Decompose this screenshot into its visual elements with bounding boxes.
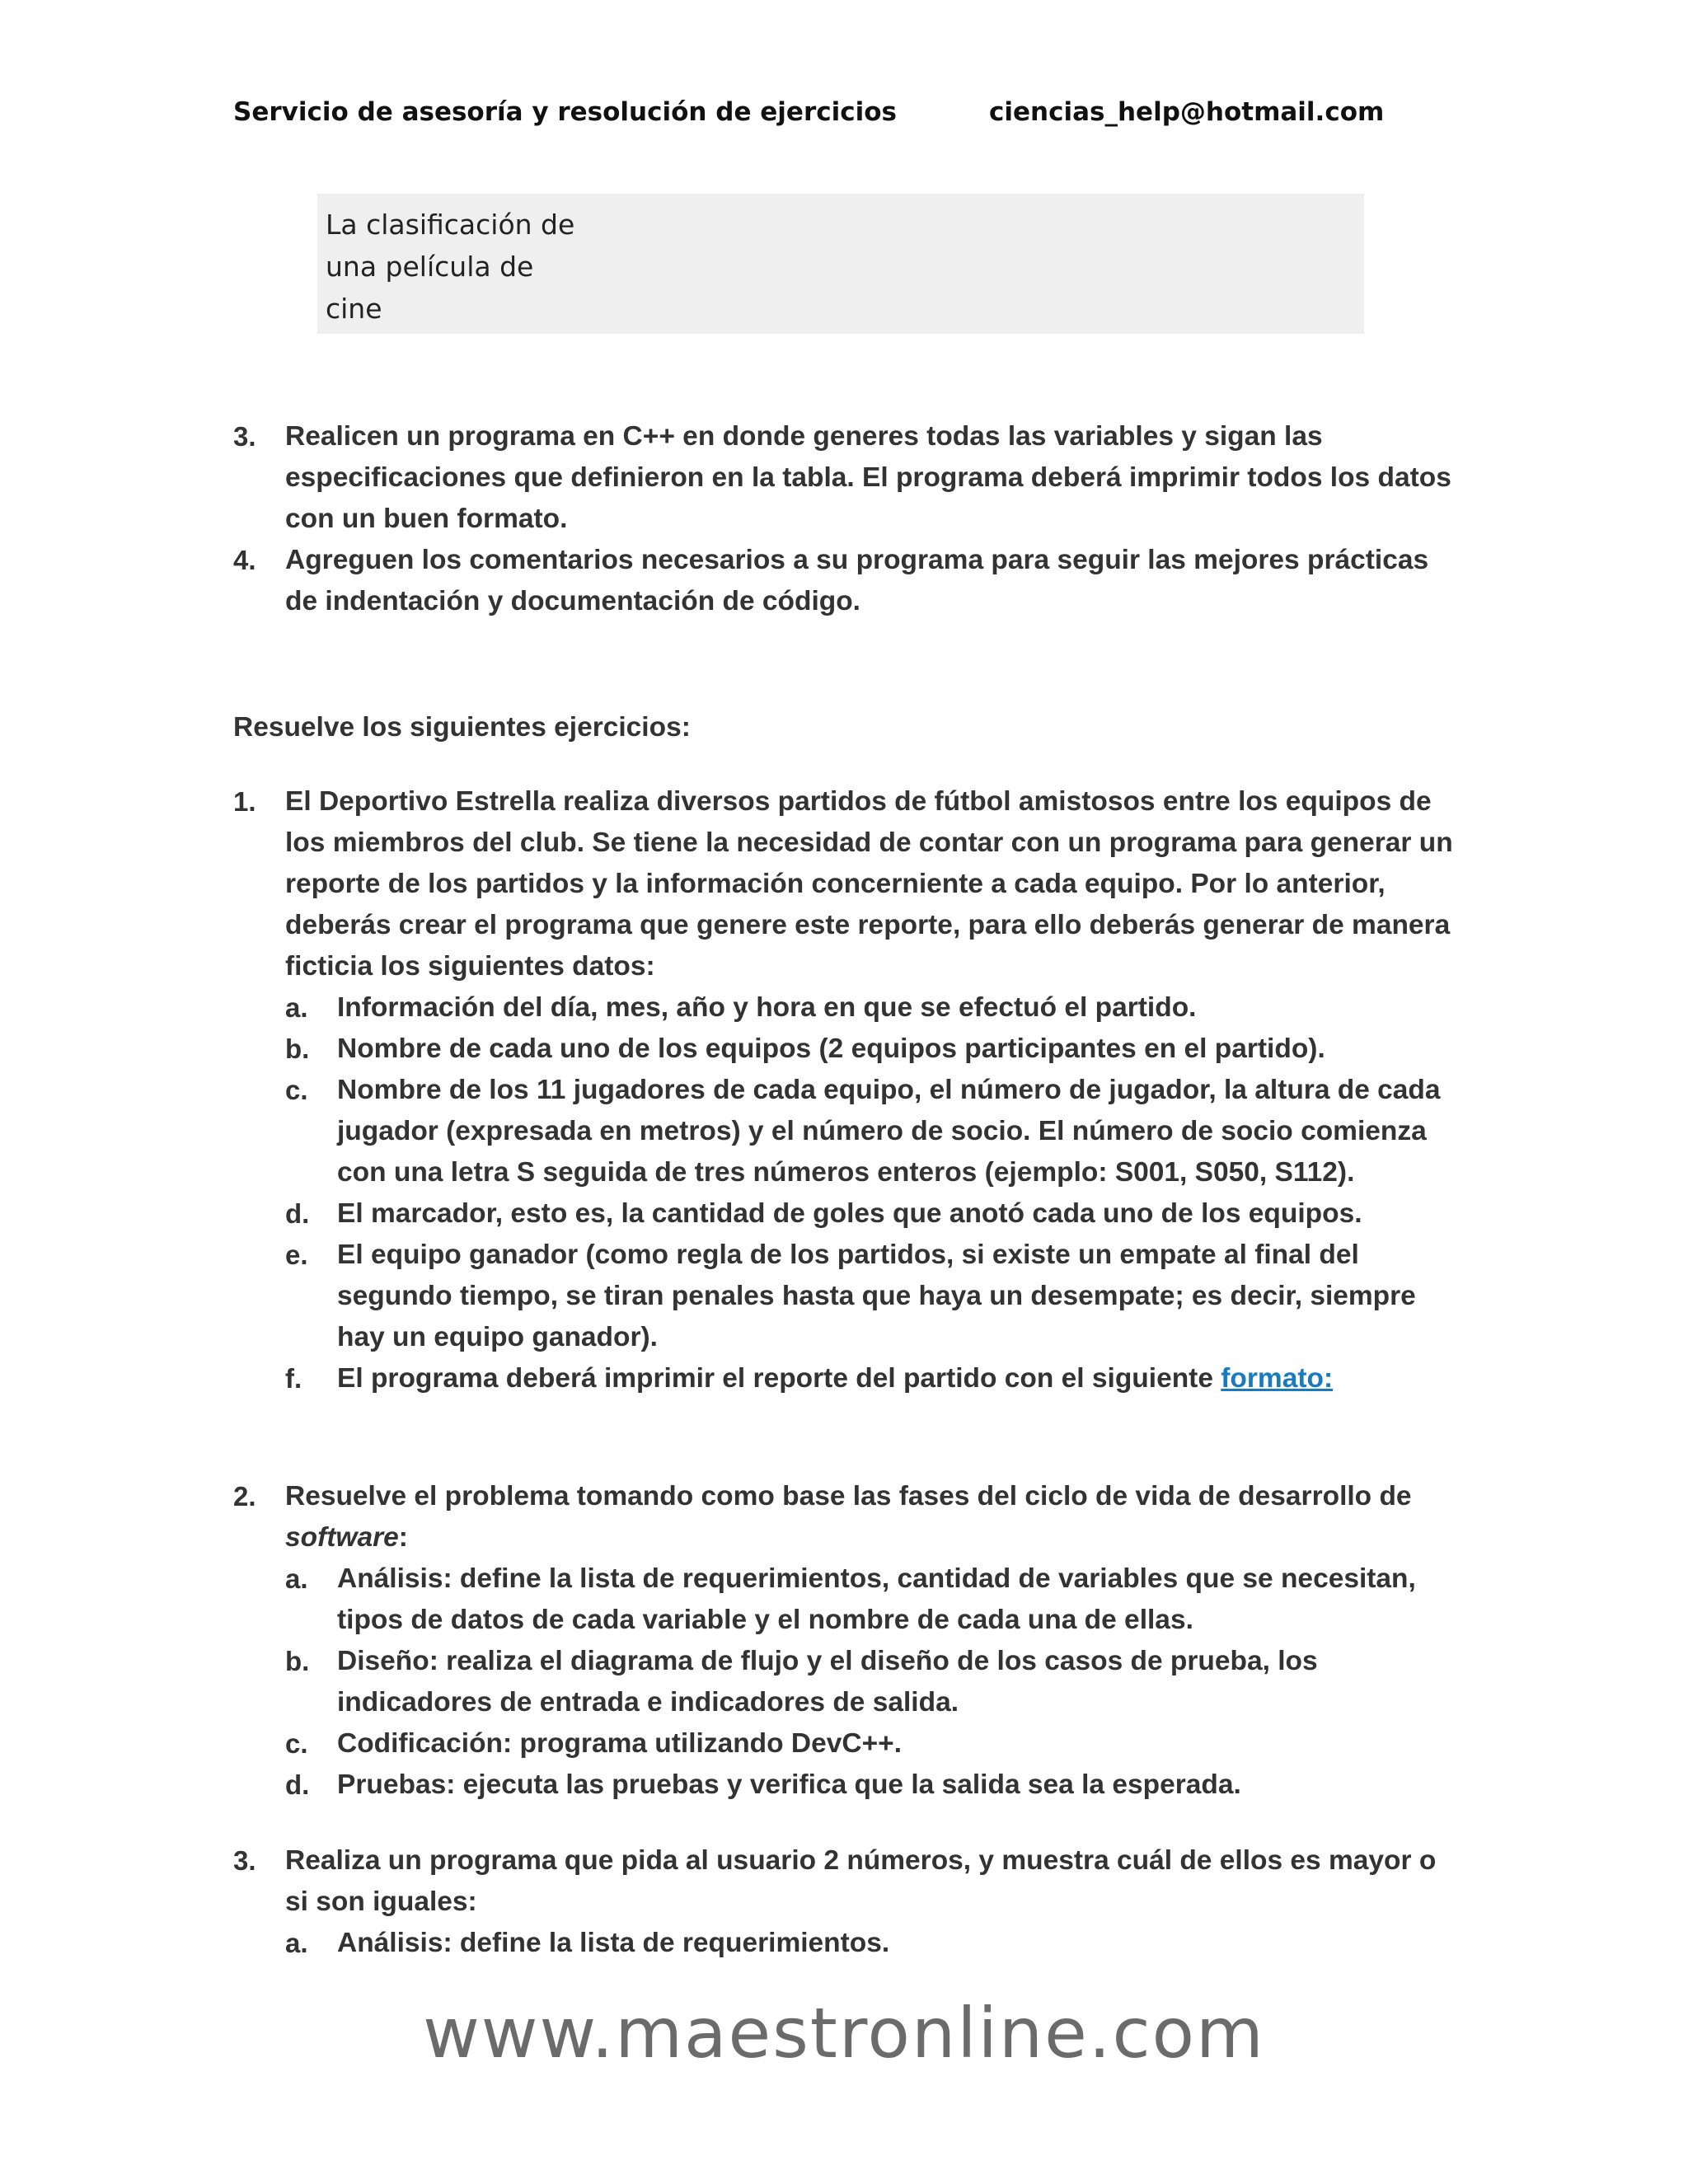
- footer-website: www.maestronline.com: [423, 1993, 1265, 2074]
- sub-item-text: Pruebas: ejecuta las pruebas y verifica que la salida sea la esperada.: [337, 1769, 1241, 1800]
- header-service-title: Servicio de asesoría y resolución de ejercicios: [233, 97, 897, 127]
- sub-item: [285, 1923, 1453, 1964]
- format-link[interactable]: formato:: [1221, 1363, 1334, 1394]
- table-cell-line: La clasificación de: [326, 209, 575, 241]
- exercise-number: 1.: [233, 786, 256, 817]
- table-cell-line: cine: [326, 293, 382, 325]
- exercise-2: [233, 1476, 1453, 1806]
- sub-item-letter: a.: [285, 1563, 308, 1594]
- list-item: [233, 540, 1453, 622]
- sub-item-letter: c.: [285, 1075, 308, 1105]
- sub-item-letter: b.: [285, 1646, 310, 1676]
- item-number: 4.: [233, 545, 256, 575]
- sub-item-text: [337, 1358, 1453, 1399]
- sub-item-text: Análisis: define la lista de requerimientos, cantidad de variables que se necesitan, tipos de datos de cada variable y el nombre de cada una de ellas.: [337, 1563, 1416, 1635]
- exercise-text-start: Resuelve el problema tomando como base las fases del ciclo de vida de desarrollo de: [285, 1481, 1412, 1511]
- sub-item-letter: a.: [285, 1928, 308, 1958]
- sub-item-text: Diseño: realiza el diagrama de flujo y el diseño de los casos de prueba, los indicadores de entrada e indicadores de salida.: [337, 1646, 1318, 1718]
- exercise-text: El Deportivo Estrella realiza diversos partidos de fútbol amistosos entre los equipos de los miembros del club. Se tiene la necesidad de contar con un programa para generar un reporte de los partidos y la información concerniente a cada equipo. Por lo anterior, deberás crear el programa que genere este reporte, para ello deberás generar de manera ficticia los siguientes datos:: [285, 786, 1453, 982]
- table-cell: [326, 204, 589, 330]
- exercise-text: [285, 1476, 1453, 1558]
- item-text: Realicen un programa en C++ en donde generes todas las variables y sigan las especificaciones que definieron en la tabla. El programa deberá imprimir todos los datos con un buen formato.: [285, 421, 1451, 534]
- table-cell-line: una película de: [326, 251, 534, 283]
- sub-item: [285, 987, 1453, 1029]
- sub-item: [285, 1358, 1453, 1399]
- item-text: Agreguen los comentarios necesarios a su programa para seguir las mejores prácticas de indentación y documentación de código.: [285, 545, 1429, 616]
- sub-item: [285, 1070, 1453, 1193]
- sub-item-letter: d.: [285, 1769, 310, 1800]
- item-number: 3.: [233, 421, 256, 452]
- sub-item-letter: a.: [285, 992, 308, 1023]
- exercise-text-italic: software: [285, 1522, 399, 1553]
- exercise-text-end: :: [398, 1522, 408, 1553]
- exercise-text: Realiza un programa que pida al usuario 2 números, y muestra cuál de ellos es mayor o si son iguales:: [285, 1845, 1437, 1917]
- exercise-number: 3.: [233, 1845, 256, 1876]
- sub-item-text: Nombre de cada uno de los equipos (2 equipos participantes en el partido).: [337, 1033, 1325, 1064]
- exercise-item: [233, 1840, 1453, 1923]
- sub-item-text: El marcador, esto es, la cantidad de goles que anotó cada uno de los equipos.: [337, 1198, 1362, 1229]
- sub-item-text: Nombre de los 11 jugadores de cada equipo, el número de jugador, la altura de cada jugador (expresada en metros) y el número de socio. El número de socio comienza con una letra S seguida de tres números enteros (ejemplo: S001, S050, S112).: [337, 1075, 1441, 1188]
- sub-item: [285, 1641, 1453, 1723]
- sub-item-letter: f.: [285, 1363, 302, 1394]
- sub-item: [285, 1765, 1453, 1806]
- sub-item: [285, 1193, 1453, 1235]
- table-fragment: [317, 194, 1364, 334]
- exercise-1: [233, 781, 1453, 1399]
- exercise-number: 2.: [233, 1481, 256, 1511]
- sub-item: [285, 1029, 1453, 1070]
- list-item: [233, 416, 1453, 540]
- header-email: ciencias_help@hotmail.com: [989, 97, 1385, 127]
- exercise-item: [233, 781, 1453, 987]
- exercise-item: [233, 1476, 1453, 1558]
- sub-item-text: El equipo ganador (como regla de los partidos, si existe un empate al final del segundo tiempo, se tiran penales hasta que haya un desempate; es decir, siempre hay un equipo ganador).: [337, 1240, 1416, 1352]
- sub-item-letter: b.: [285, 1033, 310, 1064]
- sub-item: [285, 1558, 1453, 1641]
- sub-item-letter: d.: [285, 1198, 310, 1229]
- sub-item-text: Codificación: programa utilizando DevC++.: [337, 1728, 902, 1759]
- exercise-3: [233, 1840, 1453, 1964]
- sub-item-text-main: El programa deberá imprimir el reporte del partido con el siguiente: [337, 1363, 1221, 1394]
- sub-item: [285, 1723, 1453, 1765]
- sub-item-text: Análisis: define la lista de requerimientos.: [337, 1928, 890, 1958]
- intro-list: [233, 416, 1453, 622]
- sub-item-letter: e.: [285, 1240, 308, 1270]
- sub-item-text: Información del día, mes, año y hora en que se efectuó el partido.: [337, 992, 1197, 1023]
- exercises-heading: Resuelve los siguientes ejercicios:: [233, 712, 691, 743]
- sub-item-letter: c.: [285, 1728, 308, 1759]
- sub-item: [285, 1235, 1453, 1358]
